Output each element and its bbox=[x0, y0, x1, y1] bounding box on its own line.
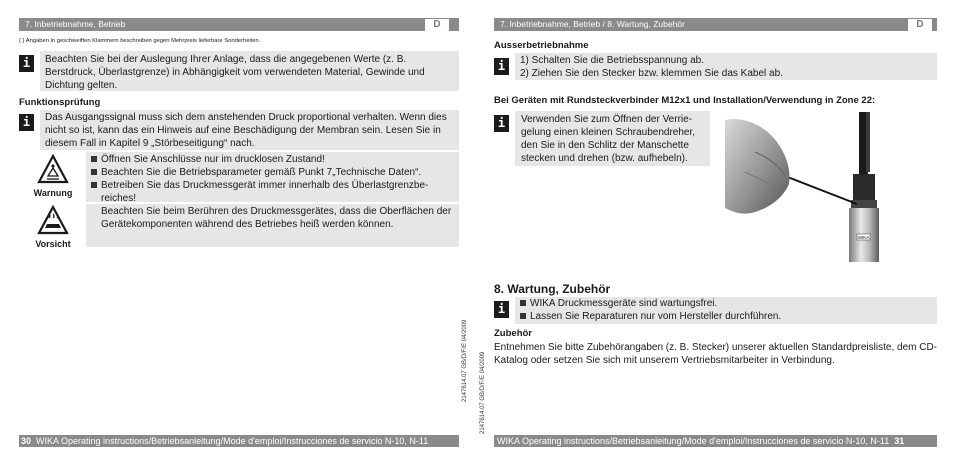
warning-list bbox=[90, 153, 456, 205]
photo-wika-label: WIKA bbox=[857, 235, 870, 240]
info-icon: i bbox=[494, 301, 509, 318]
ausser-heading: Ausserbetriebnahme bbox=[494, 40, 589, 51]
footer-text: WIKA Operating instructions/Betriebsanleitung/Mode d'emploi/Instrucciones de servicio N-10, N-11 bbox=[497, 436, 890, 446]
wartung-list bbox=[519, 297, 929, 323]
caution-text: Beachten Sie beim Berühren des Druckmessgerätes, dass die Oberflächen der Gerätekomponenten während des Betriebes heiß werden können. bbox=[101, 206, 452, 230]
footnote: { } Angaben in geschweiften Klammern beschreiben gegen Mehrpreis lieferbare Sonderheiten. bbox=[19, 38, 261, 44]
left-language-badge: D bbox=[425, 19, 449, 31]
list-item: 1) Schalten Sie die Betriebsspannung ab. bbox=[520, 55, 705, 66]
right-header bbox=[494, 18, 937, 31]
m12-text: Verwenden Sie zum Öffnen der Verrie-gelung einen kleinen Schraubendreher, den Sie in den Schlitz der Manschette stecken und drehen (bzw. aufhebeln). bbox=[521, 114, 696, 164]
document-code: 2147614.07 GB/D/F/E 04/2009 bbox=[480, 351, 486, 434]
list-item: WIKA Druckmessgeräte sind wartungsfrei. bbox=[519, 297, 929, 310]
warning-label: Warnung bbox=[33, 188, 73, 198]
footer-text: WIKA Operating instructions/Betriebsanleitung/Mode d'emploi/Instrucciones de servicio N-10, N-11 bbox=[36, 436, 429, 446]
m12-heading: Bei Geräten mit Rundsteckverbinder M12x1 und Installation/Verwendung in Zone 22: bbox=[494, 95, 876, 106]
screwdriver-photo bbox=[725, 112, 905, 262]
info-icon: i bbox=[19, 114, 34, 131]
zubehoer-text: Entnehmen Sie bitte Zubehörangaben (z. B. Stecker) unserer aktuellen Standardpreisliste, dem CD-Katalog oder setzen Sie sich mit unserem Vertriebsmitarbeiter in Verbindung. bbox=[494, 342, 938, 366]
right-header-title: 7. Inbetriebnahme, Betrieb / 8. Wartung, Zubehör bbox=[500, 19, 685, 29]
zubehoer-heading: Zubehör bbox=[494, 328, 532, 339]
page-number: 30 bbox=[21, 436, 32, 446]
info-text-1: Beachten Sie bei der Auslegung Ihrer Anlage, dass die angegebenen Werte (z. B. Berstdruck, Überlastgrenze) in Abhängigkeit vom verwendeten Material, Gewinde und Dichtung gelten. bbox=[45, 54, 425, 91]
warning-block-icon bbox=[26, 154, 80, 198]
caution-label: Vorsicht bbox=[35, 239, 71, 249]
list-item: Beachten Sie die Betriebsparameter gemäß Punkt 7„Technische Daten“. bbox=[90, 166, 456, 179]
caution-block-icon bbox=[26, 205, 80, 249]
info-icon: i bbox=[494, 58, 509, 75]
list-item: Öffnen Sie Anschlüsse nur im drucklosen Zustand! bbox=[90, 153, 456, 166]
list-item: Betreiben Sie das Druckmessgerät immer innerhalb des Überlastgrenzbe-reiches! bbox=[90, 179, 456, 205]
ausser-list bbox=[520, 54, 930, 80]
left-header-title: 7. Inbetriebnahme, Betrieb bbox=[25, 19, 126, 29]
left-footer bbox=[19, 435, 459, 447]
left-header bbox=[19, 18, 459, 31]
document-code: 2147614.07 GB/D/F/E 04/2009 bbox=[462, 319, 468, 402]
info-icon: i bbox=[19, 55, 34, 72]
list-item: Lassen Sie Reparaturen nur vom Hersteller durchführen. bbox=[519, 310, 929, 323]
info-text-2: Das Ausgangssignal muss sich dem anstehenden Druck proportional verhalten. Wenn dies nicht so ist, kann das ein Hinweis auf eine Beschädigung der Membran sein. Lesen Sie in diesem Fall in Kapitel 9 „Störbeseitigung“ nach. bbox=[45, 112, 447, 149]
right-language-badge: D bbox=[908, 19, 932, 31]
info-icon: i bbox=[494, 115, 509, 132]
section-title: 8. Wartung, Zubehör bbox=[494, 282, 611, 296]
right-footer bbox=[494, 435, 937, 447]
sensor-photo-illustration bbox=[725, 112, 905, 262]
list-item: 2) Ziehen Sie den Stecker bzw. klemmen Sie das Kabel ab. bbox=[520, 68, 783, 79]
hot-surface-icon bbox=[37, 205, 69, 235]
page-number: 31 bbox=[894, 436, 905, 446]
right-page bbox=[477, 0, 954, 471]
warning-triangle-icon bbox=[37, 154, 69, 184]
funktion-heading: Funktionsprüfung bbox=[19, 97, 101, 108]
